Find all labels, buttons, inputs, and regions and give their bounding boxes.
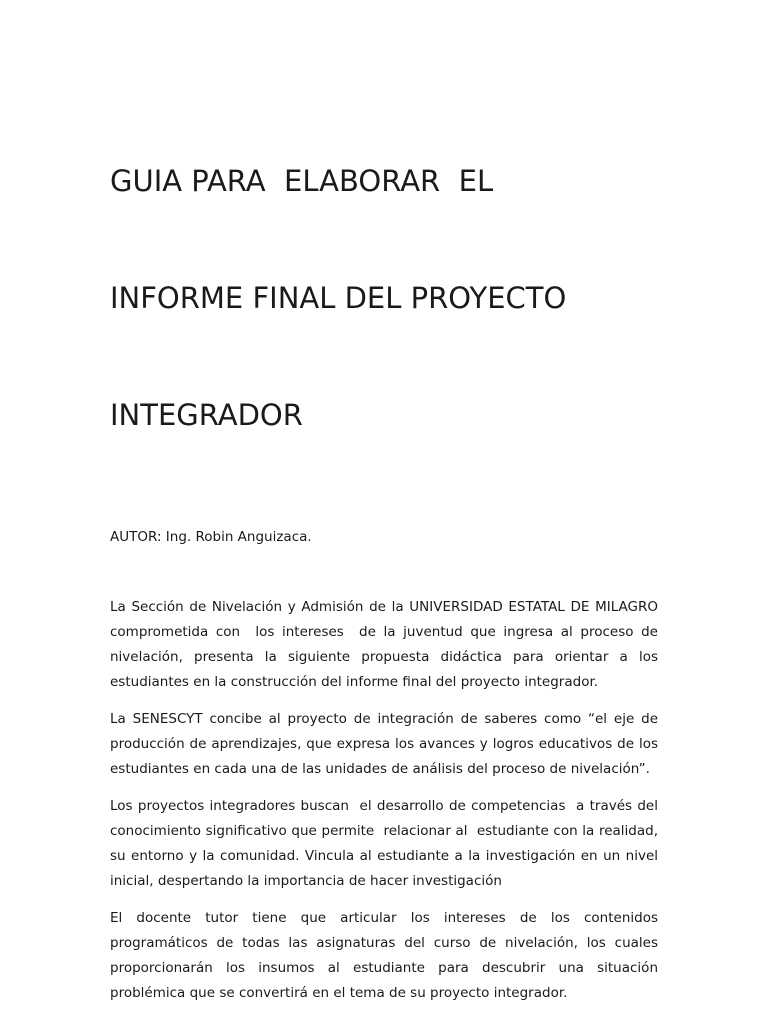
paragraph-2: La SENESCYT concibe al proyecto de integración de saberes como “el eje de producción de aprendizajes, que expresa los avances y logros educativos de los estudiantes en cada una de las unidades de análisis del proceso de nivelación”. — [110, 711, 663, 777]
title-line-2: INFORME FINAL DEL PROYECTO — [110, 281, 567, 315]
body-text — [110, 595, 667, 1006]
title-line-1: GUIA PARA ELABORAR EL — [110, 164, 494, 198]
author-line: AUTOR: Ing. Robin Anguizaca. — [110, 529, 312, 545]
document-content — [110, 84, 667, 1018]
document-title — [110, 84, 658, 513]
paragraph-4: El docente tutor tiene que articular los intereses de los contenidos programáticos de todas las asignaturas del curso de nivelación, los cuales proporcionarán los insumos al estudiante para descubrir una situación problémica que se convertirá en el tema de su proyecto integrador. — [110, 910, 663, 1001]
paragraph-3: Los proyectos integradores buscan el desarrollo de competencias a través del conocimiento significativo que permite relacionar al estudiante con la realidad, su entorno y la comunidad. Vincula al estudiante a la investigación en un nivel inicial, despertando la importancia de hacer investigación — [110, 798, 663, 889]
title-line-3: INTEGRADOR — [110, 398, 303, 432]
paragraph-1: La Sección de Nivelación y Admisión de la UNIVERSIDAD ESTATAL DE MILAGRO comprometida con los intereses de la juventud que ingresa al proceso de nivelación, presenta la siguiente propuesta didáctica para orientar a los estudiantes en la construcción del informe final del proyecto integrador. — [110, 599, 667, 690]
